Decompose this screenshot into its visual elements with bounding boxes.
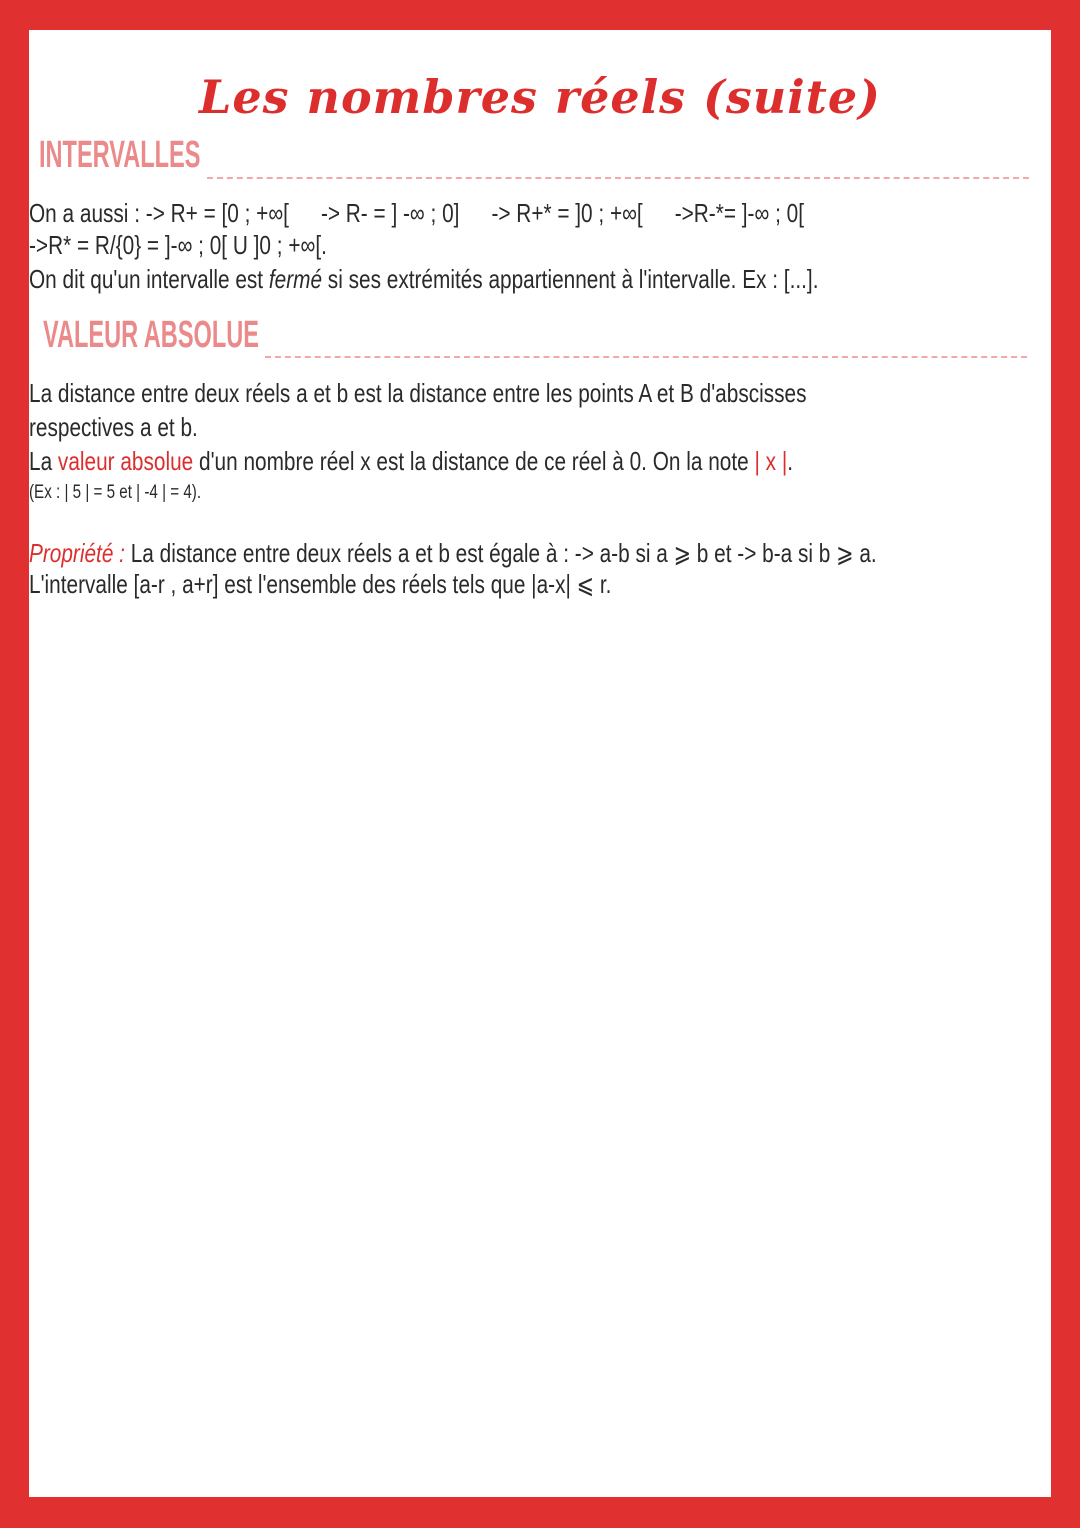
abs-def-pre: La (29, 446, 58, 476)
page-title: Les nombres réels (suite) (199, 70, 881, 124)
property-text: La distance entre deux réels a et b est égale à : -> a-b si a ⩾ b et -> b-a si b ⩾ a. (124, 538, 877, 568)
heading-underline (265, 356, 1027, 358)
distance-def-line-2: respectives a et b. (29, 412, 198, 442)
abs-notation: | x | (754, 446, 788, 476)
closed-def-post: si ses extrémités appartiennent à l'intervalle. Ex : [...]. (322, 264, 819, 294)
property-label: Propriété : (29, 538, 125, 568)
interval-r-minus-star: ->R-*= ]-∞ ; 0[ (674, 198, 804, 228)
intervals-line-2: ->R* = R/{0} = ]-∞ ; 0[ U ]0 ; +∞[. (29, 230, 327, 260)
abs-def-end: . (787, 446, 794, 476)
interval-r-plus: -> R+ = [0 ; +∞[ (145, 198, 289, 228)
section-heading-valeur-absolue: VALEUR ABSOLUE (43, 314, 259, 356)
interval-r-minus: -> R- = ] -∞ ; 0] (320, 198, 460, 228)
interval-r-plus-star: -> R+* = ]0 ; +∞[ (491, 198, 643, 228)
intervals-line-3 (29, 264, 818, 295)
intervals-intro: On a aussi : (29, 198, 146, 228)
closed-term: fermé (268, 264, 323, 294)
abs-example: (Ex : | 5 | = 5 et | -4 | = 4). (29, 482, 202, 503)
property-line (29, 538, 877, 569)
section-heading-intervalles: INTERVALLES (39, 134, 201, 176)
interval-abs-line: L'intervalle [a-r , a+r] est l'ensemble des réels tels que |a-x| ⩽ r. (29, 569, 612, 599)
distance-def-line-1: La distance entre deux réels a et b est la distance entre les points A et B d'abscisses (29, 378, 807, 408)
abs-def-mid: d'un nombre réel x est la distance de ce réel à 0. On la note (193, 446, 755, 476)
document-page (29, 30, 1051, 1497)
absolute-value-def (29, 446, 793, 477)
closed-def-pre: On dit qu'un intervalle est (29, 264, 269, 294)
intervals-line-1 (29, 198, 804, 229)
abs-term: valeur absolue (57, 446, 194, 476)
heading-underline (207, 177, 1029, 179)
